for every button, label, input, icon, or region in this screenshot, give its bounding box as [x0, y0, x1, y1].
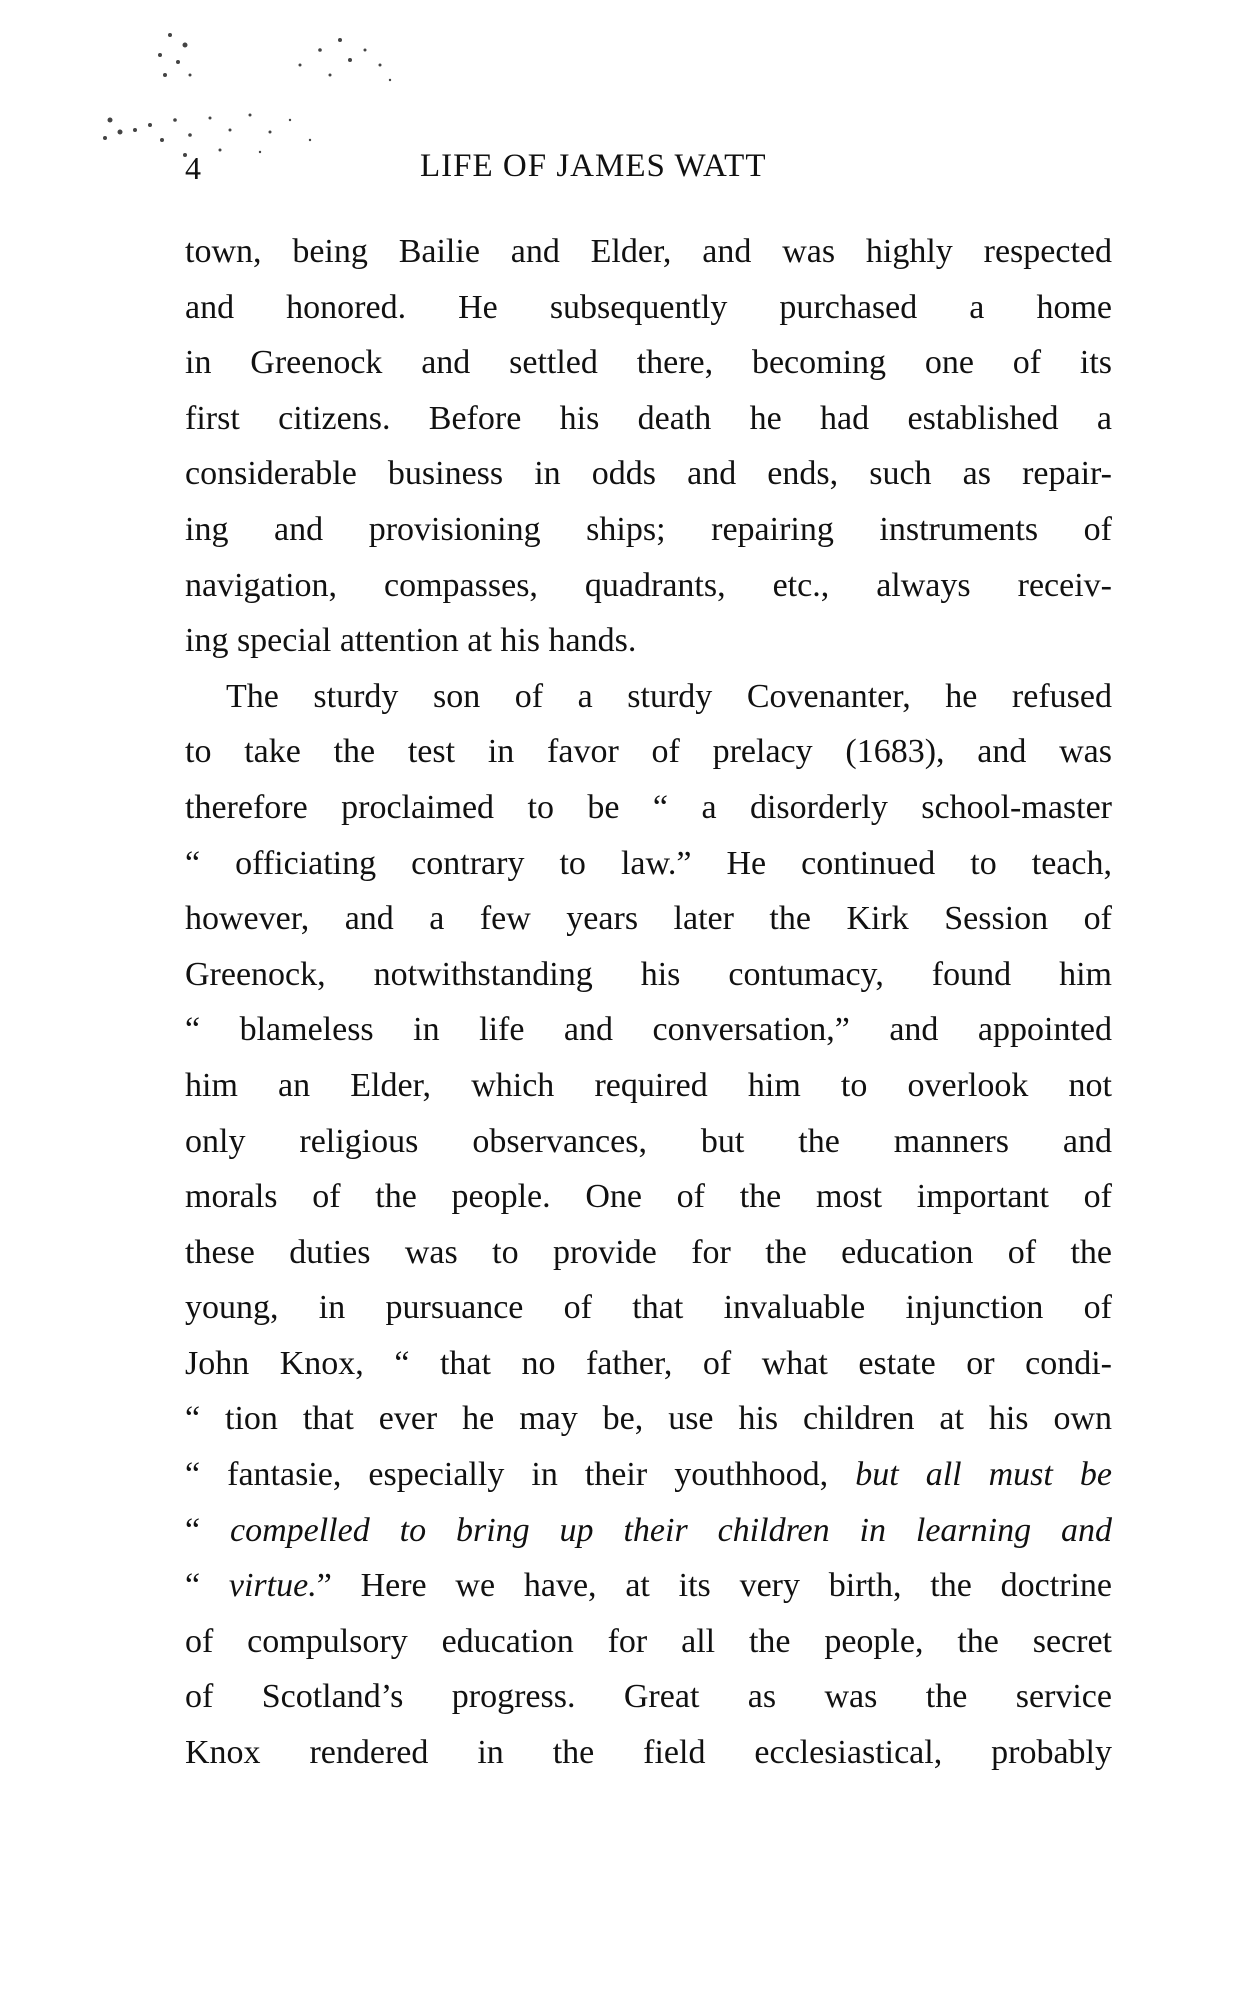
running-title: LIFE OF JAMES WATT: [420, 148, 767, 184]
text-line: [185, 1114, 1112, 1170]
text-line: [185, 1280, 1112, 1336]
text-segment: and honored. He subsequently purchased a home: [185, 288, 1112, 326]
text-line: [185, 224, 1112, 280]
text-segment: town, being Bailie and Elder, and was highly respected: [185, 233, 1112, 270]
text-segment: in Greenock and settled there, becoming one of its: [185, 344, 1112, 382]
italic-text: but all must be: [855, 1456, 1112, 1494]
text-line: [185, 1447, 1112, 1503]
text-line: [185, 891, 1112, 947]
text-line: [185, 446, 1112, 502]
text-segment: of Scotland’s progress. Great as was the service: [185, 1678, 1112, 1716]
text-line: [185, 558, 1112, 614]
text-segment: to take the test in favor of prelacy (1683), and was: [185, 733, 1112, 771]
text-line: [185, 780, 1112, 836]
text-segment: “ tion that ever he may be, use his children at his own: [185, 1400, 1112, 1438]
text-segment: “: [185, 1567, 229, 1605]
text-line: [185, 1058, 1112, 1114]
text-segment: young, in pursuance of that invaluable injunction of: [185, 1289, 1112, 1327]
italic-text: virtue.: [228, 1567, 317, 1605]
text-line: [185, 1614, 1112, 1670]
text-line: [185, 724, 1112, 780]
text-segment: Greenock, notwithstanding his contumacy, found him: [185, 955, 1112, 993]
text-segment: “ officiating contrary to law.” He continued to teach,: [185, 844, 1112, 882]
text-line: [185, 502, 1112, 558]
text-segment: “ fantasie, especially in their youthhood,: [185, 1456, 856, 1494]
italic-text: compelled to bring up their children in learning and: [230, 1511, 1112, 1549]
text-segment: first citizens. Before his death he had established a: [185, 399, 1112, 437]
page-number: 4: [185, 150, 201, 186]
text-segment: John Knox, “ that no father, of what estate or condi-: [185, 1344, 1112, 1382]
text-segment: “: [185, 1511, 230, 1549]
text-line: [185, 669, 1112, 725]
text-line: [185, 335, 1112, 391]
text-segment: these duties was to provide for the education of the: [185, 1233, 1112, 1271]
text-line: [185, 1669, 1112, 1725]
text-line: [185, 1336, 1112, 1392]
text-segment: Knox rendered in the field ecclesiastical, probably: [185, 1734, 1112, 1772]
text-segment: “ blameless in life and conversation,” and appointed: [185, 1011, 1112, 1049]
body-text: [185, 224, 1112, 1781]
text-segment: him an Elder, which required him to overlook not: [185, 1066, 1112, 1104]
text-line: [185, 1002, 1112, 1058]
text-segment: however, and a few years later the Kirk Session of: [185, 900, 1112, 938]
text-line: [185, 280, 1112, 336]
text-line: [185, 1725, 1112, 1781]
text-line: [185, 1225, 1112, 1281]
text-segment: of compulsory education for all the people, the secret: [185, 1622, 1112, 1660]
text-line: [185, 1558, 1112, 1614]
text-segment: considerable business in odds and ends, such as repair-: [185, 455, 1112, 493]
text-line: [185, 391, 1112, 447]
text-segment: ing special attention at his hands.: [185, 622, 637, 660]
text-segment: only religious observances, but the manners and: [185, 1122, 1112, 1160]
text-segment: therefore proclaimed to be “ a disorderly school-master: [185, 788, 1112, 826]
text-segment: ing and provisioning ships; repairing instruments of: [185, 510, 1112, 548]
text-segment: morals of the people. One of the most important of: [185, 1178, 1112, 1216]
text-segment: navigation, compasses, quadrants, etc., always receiv-: [185, 566, 1112, 604]
text-line: [185, 1391, 1112, 1447]
text-segment: The sturdy son of a sturdy Covenanter, he refused: [226, 677, 1112, 715]
text-line: [185, 947, 1112, 1003]
text-line: [185, 836, 1112, 892]
text-segment: ” Here we have, at its very birth, the doctrine: [316, 1567, 1113, 1605]
text-line: [185, 1169, 1112, 1225]
text-line: [185, 1503, 1112, 1559]
text-line: [185, 613, 1112, 669]
